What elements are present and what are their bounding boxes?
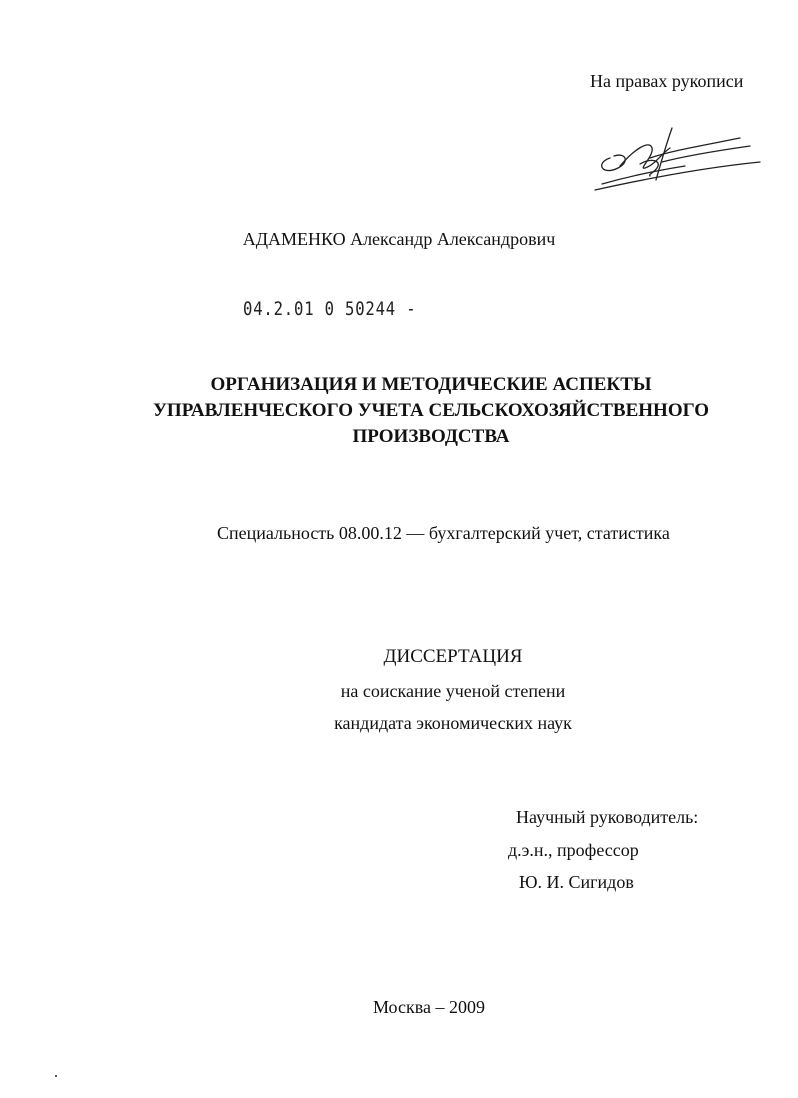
advisor-label: Научный руководитель:: [516, 807, 699, 827]
author-name: АДАМЕНКО Александр Александрович: [242, 229, 556, 249]
title-line: ПРОИЗВОДСТВА: [352, 426, 510, 447]
handwritten-signature: [590, 118, 765, 198]
work-type: ДИССЕРТАЦИЯ: [383, 646, 523, 667]
dissertation-title: [0, 372, 798, 450]
title-line: УПРАВЛЕНЧЕСКОГО УЧЕТА СЕЛЬСКОХОЗЯЙСТВЕННОГО: [152, 400, 710, 421]
manuscript-rights-note: На правах рукописи: [590, 71, 744, 91]
advisor-name: Ю. И. Сигидов: [519, 872, 634, 892]
degree-line-1: на соискание ученой степени: [340, 681, 566, 701]
specialty-line: Специальность 08.00.12 — бухгалтерский учет, статистика: [217, 523, 670, 543]
title-line: ОРГАНИЗАЦИЯ И МЕТОДИЧЕСКИЕ АСПЕКТЫ: [210, 374, 652, 395]
advisor-title: д.э.н., профессор: [508, 840, 639, 860]
city-year: Москва – 2009: [373, 997, 485, 1017]
degree-line-2: кандидата экономических наук: [334, 713, 572, 733]
registration-number: 04.2.01 0 50244 -: [243, 298, 417, 320]
scan-speck: [55, 1075, 57, 1077]
